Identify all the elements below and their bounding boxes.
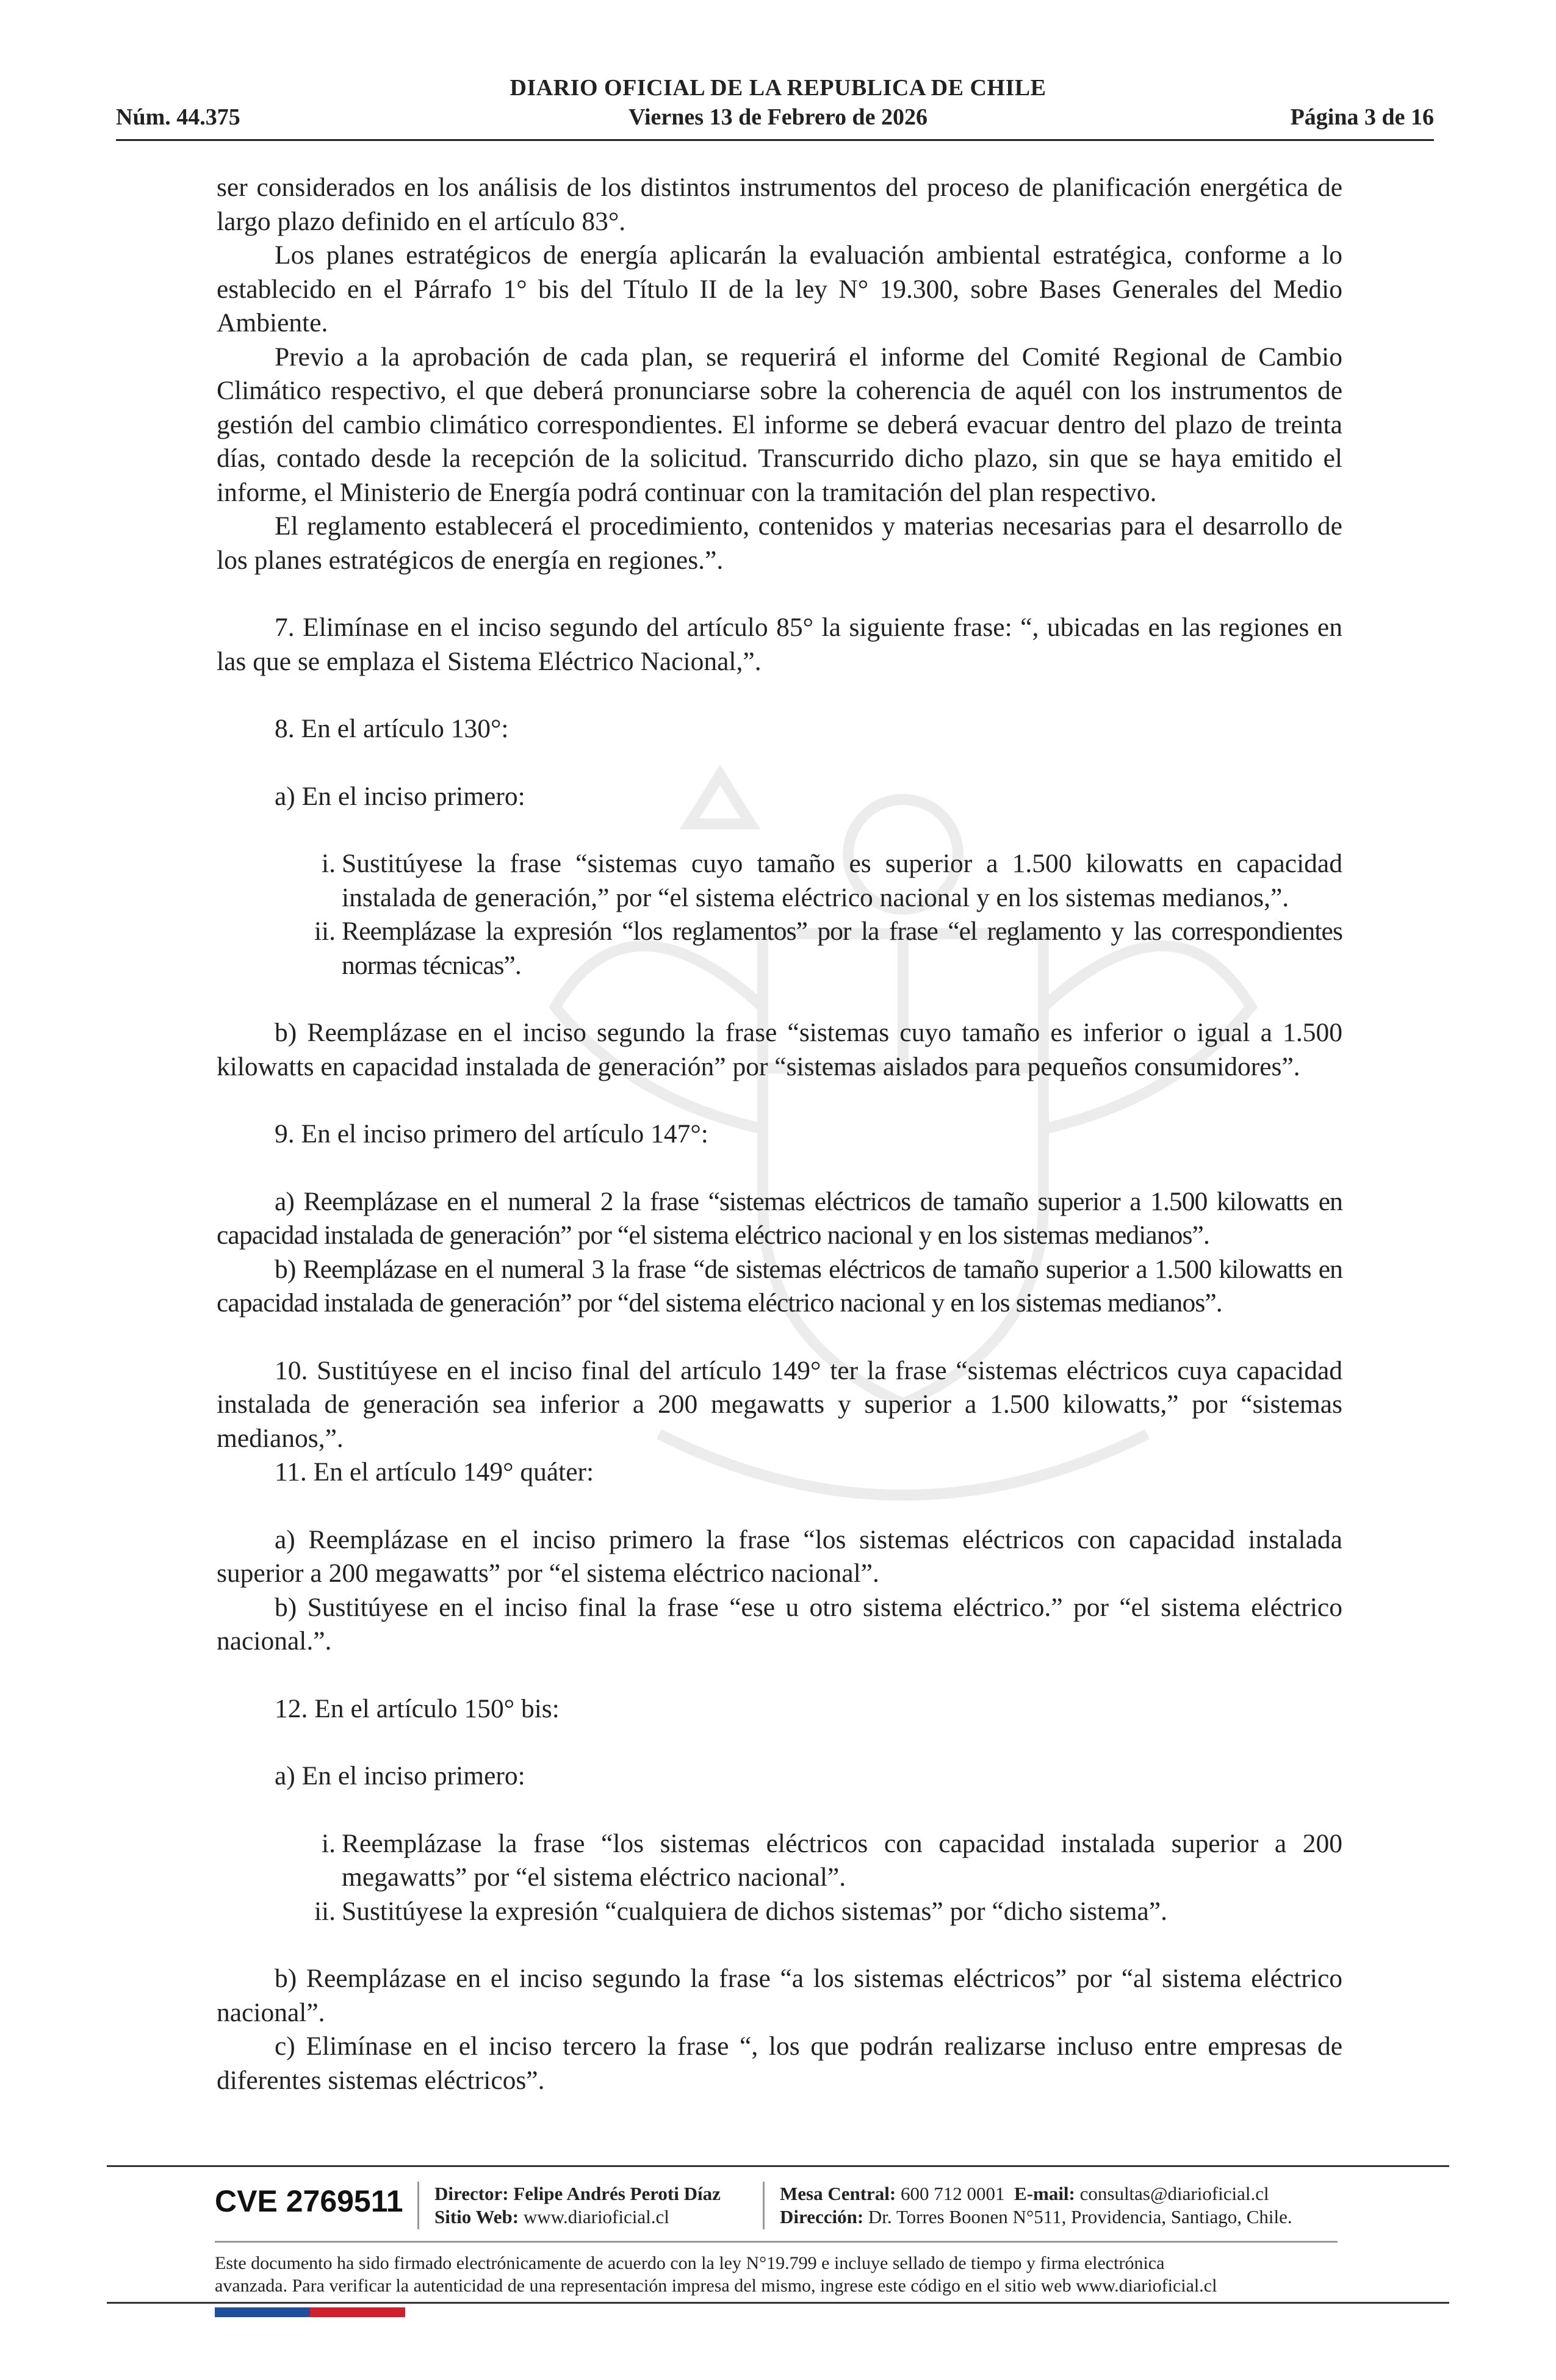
footer-separator: [763, 2182, 765, 2229]
paragraph: Los planes estratégicos de energía aplicarán la evaluación ambiental estratégica, conforme a lo establecido en el Párrafo 1° bis del Título II de la ley N° 19.300, sobre Bases Generales del Medio Ambiente.: [217, 240, 1342, 337]
list-item-text: Reemplázase la expresión “los reglamentos” por la frase “el reglamento y las correspondientes normas técnicas”.: [342, 917, 1342, 980]
amendment-item-11a: a) Reemplázase en el inciso primero la frase “los sistemas eléctricos con capacidad instalada superior a 200 megawatts” por “el sistema eléctrico nacional”.: [217, 1524, 1342, 1588]
amendment-item-8b: b) Reemplázase en el inciso segundo la frase “sistemas cuyo tamaño es inferior o igual a 1.500 kilowatts en capacidad instalada de generación” por “sistemas aislados para pequeños consumidores”.: [217, 1018, 1342, 1081]
legal-line: avanzada. Para verificar la autenticidad de una representación impresa del mismo, ingrese este código en el sitio web www.diarioficial.cl: [215, 2276, 1217, 2296]
mesa-phone: 600 712 0001: [901, 2183, 1005, 2204]
flag-stripe: [215, 2307, 405, 2317]
footer-director-block: [434, 2182, 721, 2229]
list-item-text: Sustitúyese la expresión “cualquiera de dichos sistemas” por “dicho sistema”.: [342, 1896, 1167, 1926]
newspaper-title: DIARIO OFICIAL DE LA REPUBLICA DE CHILE: [510, 75, 1046, 101]
cve-code: CVE 2769511: [215, 2184, 403, 2218]
site-label: Sitio Web:: [434, 2206, 519, 2227]
legal-line: Este documento ha sido firmado electrónicamente de acuerdo con la ley N°19.799 e incluye sellado de tiempo y firma electrónica: [215, 2253, 1165, 2273]
legal-notice: [215, 2252, 1374, 2297]
list-marker: ii.: [314, 917, 336, 946]
amendment-item-7: 7. Elimínase en el inciso segundo del artículo 85° la siguiente frase: “, ubicadas en las regiones en las que se emplaza el Sistema Eléctrico Nacional,”.: [217, 613, 1342, 676]
header-divider: [116, 139, 1434, 141]
amendment-item-9a: a) Reemplázase en el numeral 2 la frase “sistemas eléctricos de tamaño superior a 1.500 kilowatts en capacidad instalada de generación” por “el sistema eléctrico nacional y en los sistemas medianos”.: [217, 1186, 1342, 1250]
footer-contact-block: [780, 2182, 1292, 2229]
document-body: [217, 171, 1342, 2097]
site-link[interactable]: www.diarioficial.cl: [523, 2206, 669, 2227]
list-marker: i.: [322, 1828, 336, 1858]
issue-number: Núm. 44.375: [116, 104, 240, 130]
amendment-item-12b: b) Reemplázase en el inciso segundo la frase “a los sistemas eléctricos” por “al sistema eléctrico nacional”.: [217, 1964, 1342, 2027]
footer-divider: [107, 2165, 1449, 2167]
list-item: [217, 1895, 1342, 1929]
list-item-text: Reemplázase la frase “los sistemas eléctricos con capacidad instalada superior a 200 megawatts” por “el sistema eléctrico nacional”.: [342, 1828, 1342, 1892]
mesa-label: Mesa Central:: [780, 2183, 896, 2204]
flag-red-segment: [310, 2307, 405, 2317]
amendment-item-8: 8. En el artículo 130°:: [275, 714, 509, 743]
page-indicator: Página 3 de 16: [1290, 104, 1434, 130]
footer-separator: [417, 2182, 419, 2229]
amendment-item-12a: a) En el inciso primero:: [275, 1761, 525, 1790]
list-item: [217, 847, 1342, 915]
issue-date: Viernes 13 de Febrero de 2026: [628, 104, 928, 130]
flag-blue-segment: [215, 2307, 310, 2317]
list-item: [217, 915, 1342, 983]
amendment-item-12c: c) Elimínase en el inciso tercero la frase “, los que podrán realizarse incluso entre empresas de diferentes sistemas eléctricos”.: [217, 2032, 1342, 2095]
email-link[interactable]: consultas@diarioficial.cl: [1079, 2183, 1269, 2204]
paragraph: Previo a la aprobación de cada plan, se requerirá el informe del Comité Regional de Cambio Climático respectivo, el que deberá pronunciarse sobre la coherencia de aquél con los instrumentos de gestión del cambio climático correspondientes. El informe se deberá evacuar dentro del plazo de treinta días, contado desde la recepción de la solicitud. Transcurrido dicho plazo, sin que se haya emitido el informe, el Ministerio de Energía podrá continuar con la tramitación del plan respectivo.: [217, 342, 1342, 507]
list-item: [217, 1827, 1342, 1895]
footer-divider: [107, 2302, 1449, 2304]
list-item-text: Sustitúyese la frase “sistemas cuyo tamaño es superior a 1.500 kilowatts en capacidad instalada de generación,” por “el sistema eléctrico nacional y en los sistemas medianos,”.: [342, 849, 1342, 912]
director-name: Felipe Andrés Peroti Díaz: [513, 2183, 721, 2204]
email-label: E-mail:: [1014, 2183, 1075, 2204]
amendment-item-12: 12. En el artículo 150° bis:: [275, 1693, 560, 1723]
footer-divider: [215, 2241, 1338, 2243]
address-value: Dr. Torres Boonen N°511, Providencia, Santiago, Chile.: [868, 2206, 1292, 2227]
paragraph: El reglamento establecerá el procedimiento, contenidos y materias necesarias para el desarrollo de los planes estratégicos de energía en regiones.”.: [217, 511, 1342, 575]
amendment-item-11: 11. En el artículo 149° quáter:: [275, 1457, 594, 1487]
amendment-item-11b: b) Sustitúyese en el inciso final la frase “ese u otro sistema eléctrico.” por “el sistema eléctrico nacional.”.: [217, 1592, 1342, 1656]
amendment-item-10: 10. Sustitúyese en el inciso final del artículo 149° ter la frase “sistemas eléctricos cuya capacidad instalada de generación sea inferior a 200 megawatts y superior a 1.500 kilowatts,” por “sistemas medianos,”.: [217, 1355, 1342, 1453]
address-label: Dirección:: [780, 2206, 864, 2227]
amendment-item-8a: a) En el inciso primero:: [275, 781, 525, 811]
paragraph: ser considerados en los análisis de los distintos instrumentos del proceso de planificación energética de largo plazo definido en el artículo 83°.: [217, 173, 1342, 236]
director-label: Director:: [434, 2183, 509, 2204]
amendment-item-9b: b) Reemplázase en el numeral 3 la frase “de sistemas eléctricos de tamaño superior a 1.500 kilowatts en capacidad instalada de generación” por “del sistema eléctrico nacional y en los sistemas medianos”.: [217, 1254, 1342, 1318]
list-marker: ii.: [314, 1896, 336, 1926]
list-marker: i.: [322, 849, 336, 878]
amendment-item-9: 9. En el inciso primero del artículo 147°:: [275, 1119, 708, 1149]
